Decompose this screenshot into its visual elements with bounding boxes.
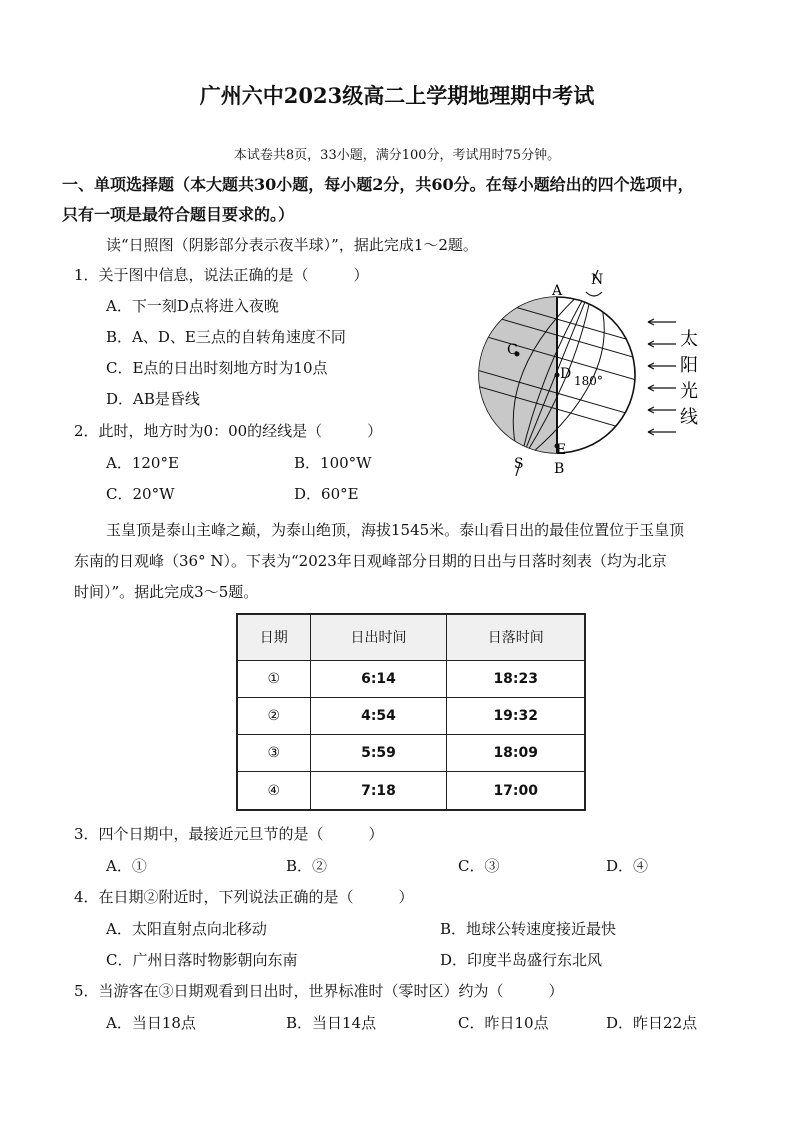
q4-option-c: C．广州日落时物影朝向东南 bbox=[106, 951, 298, 969]
table-header-sunset: 日落时间 bbox=[447, 614, 585, 660]
table-header-row bbox=[237, 614, 585, 660]
q3-stem: 3．四个日期中，最接近元旦节的是（ ） bbox=[74, 825, 384, 843]
q5-option-b: B．当日14点 bbox=[286, 1014, 377, 1032]
q5-option-a: A．当日18点 bbox=[106, 1014, 196, 1032]
q5-option-c: C．昨日10点 bbox=[458, 1014, 549, 1032]
table-cell-date: ① bbox=[237, 660, 310, 697]
q3-option-a: A．① bbox=[106, 857, 147, 875]
q3-option-d: D．④ bbox=[606, 857, 649, 875]
night-hemisphere bbox=[470, 270, 557, 480]
q5-stem: 5．当游客在③日期观看到日出时，世界标准时（零时区）约为（ ） bbox=[74, 982, 564, 1000]
label-c: C bbox=[507, 342, 518, 358]
sunlight-arrows bbox=[648, 319, 676, 435]
q2-stem: 2．此时，地方时为0：00的经线是（ ） bbox=[74, 422, 383, 440]
table-header-date: 日期 bbox=[237, 614, 310, 660]
q1-option-b: B．A、D、E三点的自转角速度不同 bbox=[106, 328, 346, 346]
sunlight-char-3: 光 bbox=[680, 381, 698, 402]
intro-2-line2: 东南的日观峰（36° N）。下表为“2023年日观峰部分日期的日出与日落时刻表（均为北京 bbox=[74, 552, 667, 570]
q1-stem: 1．关于图中信息，说法正确的是（ ） bbox=[74, 266, 369, 284]
intro-2-line1: 玉皇顶是泰山主峰之巅，为泰山绝顶，海拔1545米。泰山看日出的最佳位置位于玉皇顶 bbox=[106, 521, 685, 539]
table-cell-sunset: 19:32 bbox=[447, 697, 585, 734]
point-d bbox=[555, 373, 560, 378]
q2-option-d: D．60°E bbox=[294, 485, 359, 503]
intro-1: 读“日照图（阴影部分表示夜半球）”，据此完成1～2题。 bbox=[106, 236, 478, 254]
sunrise-sunset-table bbox=[236, 613, 586, 811]
table-cell-date: ③ bbox=[237, 735, 310, 772]
sunlight-char-4: 线 bbox=[680, 407, 698, 428]
table-cell-sunrise: 6:14 bbox=[310, 660, 447, 697]
table-cell-date: ② bbox=[237, 697, 310, 734]
q2-option-c: C．20°W bbox=[106, 485, 175, 503]
q4-stem: 4．在日期②附近时，下列说法正确的是（ ） bbox=[74, 888, 414, 906]
rotation-arrow-icon bbox=[586, 292, 602, 296]
table-cell-date: ④ bbox=[237, 772, 310, 810]
table-cell-sunrise: 7:18 bbox=[310, 772, 447, 810]
q4-option-a: A．太阳直射点向北移动 bbox=[106, 920, 267, 938]
section-heading-line2: 只有一项是最符合题目要求的。） bbox=[62, 205, 295, 224]
table-cell-sunrise: 4:54 bbox=[310, 697, 447, 734]
label-n: N bbox=[591, 272, 604, 288]
table-row bbox=[237, 660, 585, 697]
page-title: 广州六中2023级高二上学期地理期中考试 bbox=[199, 83, 595, 108]
intro-2-line3: 时间）”。据此完成3～5题。 bbox=[74, 583, 259, 601]
table-cell-sunrise: 5:59 bbox=[310, 735, 447, 772]
q1-option-a: A．下一刻D点将进入夜晚 bbox=[106, 297, 279, 315]
sunlight-char-2: 阳 bbox=[680, 355, 698, 376]
q2-option-a: A．120°E bbox=[106, 454, 179, 472]
q1-option-c: C．E点的日出时刻地方时为10点 bbox=[106, 359, 328, 377]
q1-option-d: D．AB是昏线 bbox=[106, 390, 200, 408]
table-cell-sunset: 18:09 bbox=[447, 735, 585, 772]
table-row bbox=[237, 697, 585, 734]
table-row bbox=[237, 735, 585, 772]
exam-note: 本试卷共8页，33小题，满分100分，考试用时75分钟。 bbox=[233, 148, 561, 163]
table-cell-sunset: 18:23 bbox=[447, 660, 585, 697]
label-d: D bbox=[560, 366, 572, 382]
label-a: A bbox=[552, 283, 563, 299]
section-heading-line1: 一、单项选择题（本大题共30小题，每小题2分，共60分。在每小题给出的四个选项中， bbox=[62, 175, 694, 194]
q5-option-d: D．昨日22点 bbox=[606, 1014, 698, 1032]
sunlight-diagram bbox=[470, 270, 720, 480]
table-header-sunrise: 日出时间 bbox=[310, 614, 447, 660]
label-180: 180° bbox=[574, 374, 603, 388]
label-s: S bbox=[514, 456, 524, 472]
q3-option-c: C．③ bbox=[458, 857, 500, 875]
q3-option-b: B．② bbox=[286, 857, 328, 875]
q4-option-b: B．地球公转速度接近最快 bbox=[440, 920, 617, 938]
table-row bbox=[237, 772, 585, 810]
sunlight-char-1: 太 bbox=[680, 329, 698, 350]
table-cell-sunset: 17:00 bbox=[447, 772, 585, 810]
q4-option-d: D．印度半岛盛行东北风 bbox=[440, 951, 603, 969]
label-b: B bbox=[554, 461, 565, 477]
label-e: E bbox=[556, 442, 567, 458]
q2-option-b: B．100°W bbox=[294, 454, 372, 472]
